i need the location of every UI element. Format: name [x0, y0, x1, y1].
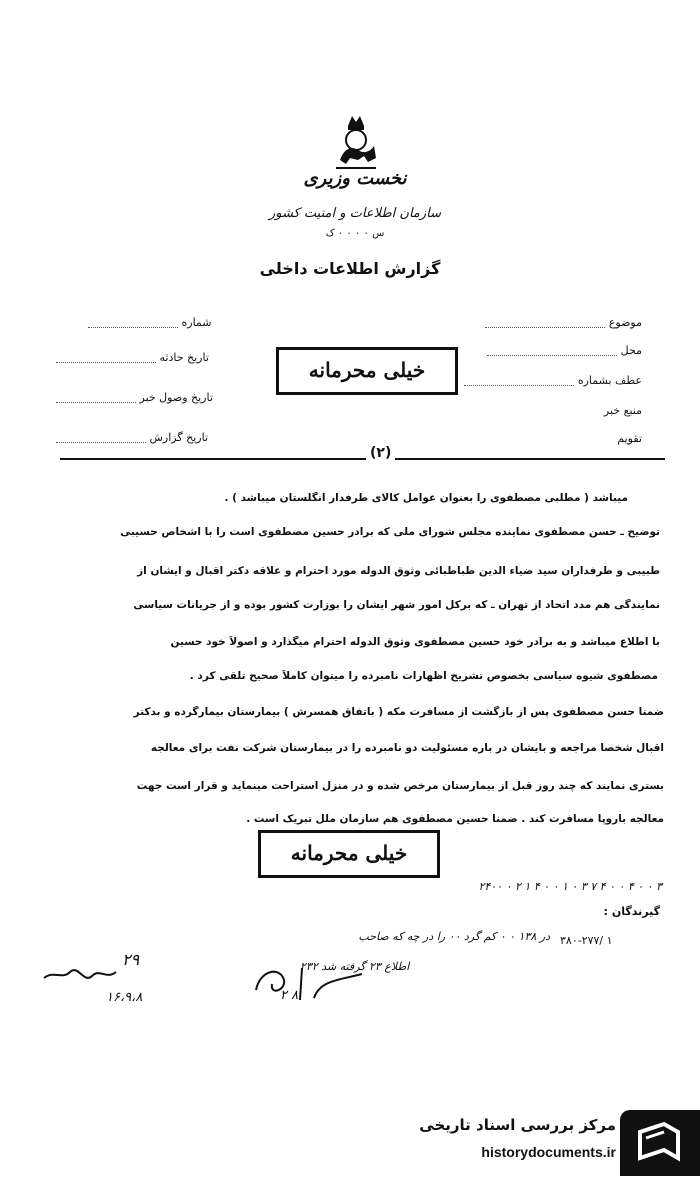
body-line: توضیح ـ حسن مصطفوی نماینده مجلس شورای ملی که برادر حسین مصطفوی است را با اشخاص حسیبی: [120, 526, 660, 538]
handwritten-note: در ۱۳۸ ۰ ۰ کم گرد ۰۰ را در چه که صاحب: [358, 930, 550, 943]
field-incident-date: تاریخ حادثه: [56, 351, 209, 364]
signature-number: ۲ ۸: [280, 988, 299, 1003]
field-number: شماره: [88, 316, 212, 329]
body-line: اقبال شخصاً مراجعه و بایشان در باره مسئولیت دو نامبرده را در بیمارستان شرکت نفت برای معالجه: [150, 742, 664, 754]
body-line: نمایندگی هم مدد اتحاد از تهران ـ که برکل امور شهر ایشان را بوزارت کشور بوده و از جریانات سیاسی: [133, 599, 660, 611]
body-line: با اطلاع میباشد و به برادر خود حسین مصطفوی وثوق الدوله احترام میگذارد و اصولاً خود حسین: [170, 636, 660, 648]
archive-logo-icon: [620, 1110, 700, 1176]
body-line: بستری نمایند که چند روز قبل از بیمارستان مرخص شده و در منزل استراحت مینماید و قرار است جهت: [136, 780, 664, 792]
field-receipt-date: تاریخ وصول خبر: [56, 391, 213, 404]
field-subject: موضوع: [485, 316, 642, 329]
body-line: مصطفوی شیوه سیاسی بخصوص تشریح اظهارات نامبرده را میتوان کاملاً صحیح تلقی کرد .: [189, 670, 658, 682]
signature-left-icon: [40, 950, 120, 990]
field-reference: عطف بشماره: [464, 374, 642, 387]
header-divider: [60, 458, 665, 460]
handwritten-note: اطلاع ۲۳ گرفته شد ۲۳۲: [300, 960, 410, 973]
body-line: معالجه باروپا مسافرت کند . ضمناً حسین مصطفوی هم سازمان ملل تبریک است .: [246, 813, 664, 825]
field-calendar: تقویم: [617, 432, 642, 445]
field-report-date: تاریخ گزارش: [56, 431, 208, 444]
classification-stamp-top: خیلی محرمانه: [276, 347, 458, 395]
handwritten-date: ۱۶،۹،۸: [106, 990, 143, 1005]
body-line: میباشد ( مطلبی مصطفوی را بعنوان عوامل کالای طرفدار انگلستان میباشد ) .: [224, 492, 628, 504]
document-code: ۳۸۰-۲۷۷/ ۱: [560, 934, 613, 947]
org-subname: سازمان اطلاعات و امنیت کشور: [268, 206, 442, 221]
classification-stamp-bottom: خیلی محرمانه: [258, 830, 440, 878]
org-code: س ۰ ۰ ۰ ۰ ک: [325, 228, 385, 239]
field-source: منبع خبر: [603, 404, 642, 417]
org-name: نخست وزیری: [303, 168, 407, 189]
body-line: ضمناً حسن مصطفوی پس از بازگشت از مسافرت مکه ( باتفاق همسرش ) بیمارستان بیمارگرده و بدکتر: [133, 706, 664, 718]
page-marker: (۲): [366, 445, 395, 461]
watermark-url[interactable]: historydocuments.ir: [481, 1144, 616, 1160]
signature-middle-icon: [250, 960, 370, 1005]
field-location: محل: [487, 344, 642, 357]
lion-and-sun-emblem-icon: [328, 112, 384, 170]
watermark-title: مرکز بررسی اسناد تاریخی: [419, 1116, 616, 1134]
body-line: طبیبی و طرفداران سید ضیاء الدین طباطبائی وثوق الدوله مورد احترام و علاقه دکتر اقبال و ایشان از: [137, 565, 660, 577]
report-title: گزارش اطلاعات داخلی: [259, 259, 441, 278]
margin-number: ۲۹: [122, 950, 140, 969]
recipients-label: گیرندگان :: [603, 905, 660, 918]
handwritten-note: ۲۴۰۰ ۰ ۲ ۱ ۴ ۰ ۰ ۱ ۰ ۳ ۷ ۴ ۰ ۰ ۴ ۰ ۰ ۳: [478, 880, 662, 893]
